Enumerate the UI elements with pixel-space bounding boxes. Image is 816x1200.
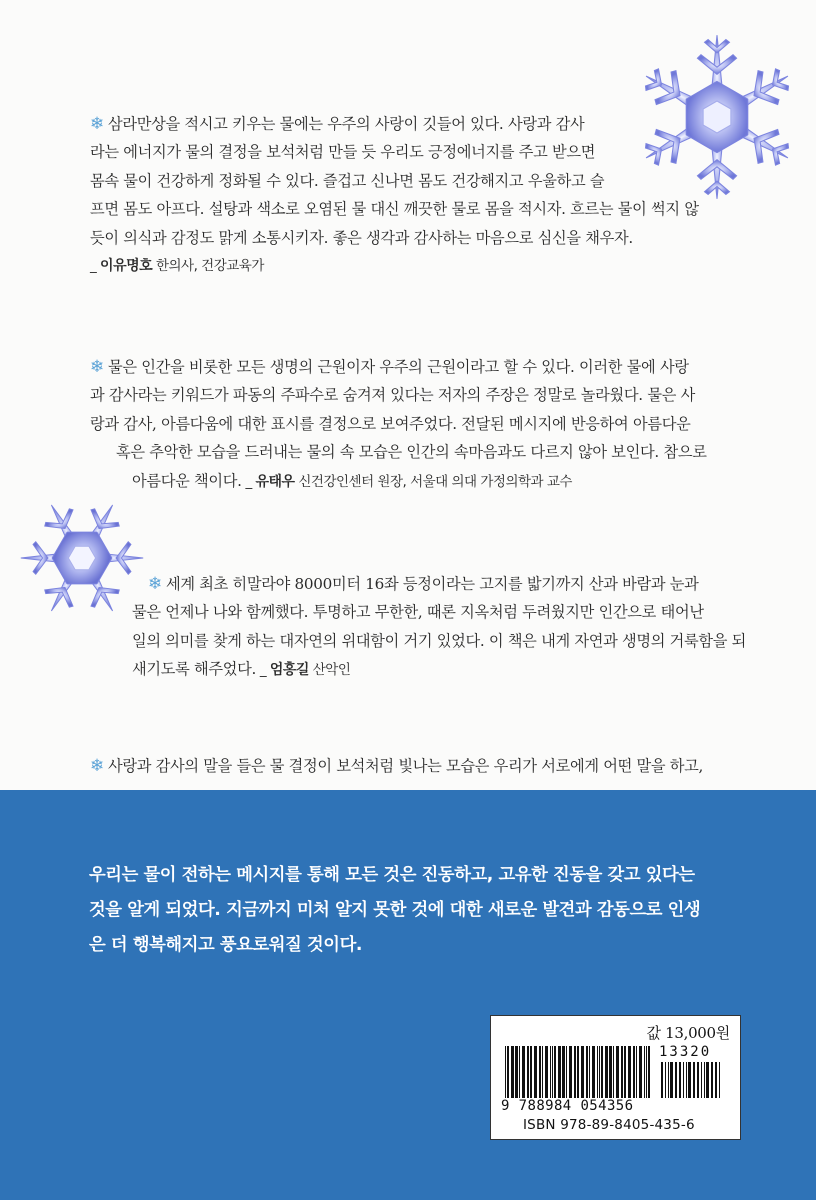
barcode-bar — [554, 1046, 556, 1098]
barcode-bar — [715, 1062, 717, 1098]
barcode-bar — [589, 1046, 590, 1098]
attribution-title: 한의사, 건강교육가 — [152, 258, 264, 275]
barcode-bar — [621, 1046, 623, 1098]
barcode-bar — [616, 1046, 619, 1098]
snowflake-bullet-icon: ❄ — [90, 114, 104, 134]
barcode-bar — [706, 1062, 709, 1098]
summary-line: 우리는 물이 전하는 메시지를 통해 모든 것은 진동하고, 고유한 진동을 갖고 있다는 — [89, 865, 695, 885]
ean-number: 9 788984 054356 — [501, 1098, 634, 1114]
barcode-bar — [599, 1046, 600, 1098]
summary-line: 은 더 행복해지고 풍요로워질 것이다. — [89, 935, 363, 955]
quote-attribution: _ 이유명호 한의사, 건강교육가 — [90, 258, 264, 275]
barcode-bar — [704, 1062, 705, 1098]
endorsement-quote-2 — [90, 353, 707, 496]
attribution-name: 이유명호 — [100, 258, 153, 275]
barcode-bar — [605, 1046, 608, 1098]
endorsement-quote-3 — [132, 570, 747, 685]
barcode-bar — [569, 1046, 572, 1098]
quote-attribution: _ 유태우 신건강인센터 원장, 서울대 의대 가정의학과 교수 — [241, 473, 572, 490]
barcode-bar — [534, 1046, 537, 1098]
quote-line: 프면 몸도 아프다. 설탕과 색소로 오염된 물 대신 깨끗한 물로 몸을 적시자. 흐르는 물이 썩지 않 — [90, 200, 699, 219]
barcode-bar — [683, 1062, 684, 1098]
barcode-bar — [688, 1062, 691, 1098]
quote-line: 새기도록 해주었다. _ 엄홍길 산악인 — [132, 660, 351, 679]
quote-line: ❄ 세계 최초 히말라야 8000미터 16좌 등정이라는 고지를 밟기까지 산과 바람과 눈과 — [148, 574, 699, 594]
barcode-bar — [507, 1046, 509, 1098]
barcode-bar — [515, 1046, 518, 1098]
barcode-bar — [609, 1046, 612, 1098]
snowflake-bullet-icon: ❄ — [148, 574, 162, 594]
attribution-name: 유태우 — [255, 473, 295, 490]
barcode-bar — [697, 1062, 699, 1098]
barcode-bar — [558, 1046, 561, 1098]
price-label: 값 13,000원 — [646, 1024, 730, 1042]
quote-line: 라는 에너지가 물의 결정을 보석처럼 만들 듯 우리도 긍정에너지를 주고 받으면 — [90, 143, 596, 162]
quote-line: ❄ 물은 인간을 비롯한 모든 생명의 근원이자 우주의 근원이라고 할 수 있다. 이러한 물에 사랑 — [90, 357, 689, 377]
quote-line: 일의 의미를 찾게 하는 대자연의 위대함이 거기 있었다. 이 책은 내게 자연과 생명의 거룩함을 되 — [132, 631, 747, 650]
barcode-bar — [686, 1062, 687, 1098]
barcode-bar — [633, 1046, 635, 1098]
barcode-bar — [679, 1062, 681, 1098]
barcode-bar — [522, 1046, 525, 1098]
addon-code: 13320 — [659, 1044, 712, 1060]
barcode-bar — [511, 1046, 514, 1098]
ean-barcode — [503, 1046, 653, 1098]
quote-line: 랑과 감사, 아름다움에 대한 표시를 결정으로 보여주었다. 전달된 메시지에 반응하여 아름다운 — [90, 414, 691, 433]
quote-line: ❄ 삼라만상을 적시고 키우는 물에는 우주의 사랑이 깃들어 있다. 사랑과 감사 — [90, 114, 585, 134]
barcode-bar — [542, 1046, 543, 1098]
quote-line: ❄ 사랑과 감사의 말을 들은 물 결정이 보석처럼 빛나는 모습은 우리가 서로에게 어떤 말을 하고, — [90, 756, 704, 776]
barcode-bar — [539, 1046, 541, 1098]
snowflake-bullet-icon: ❄ — [90, 756, 104, 776]
barcode-bar — [505, 1046, 506, 1098]
barcode-bar — [701, 1062, 702, 1098]
summary-text — [89, 858, 700, 963]
barcode-bar — [545, 1046, 548, 1098]
attribution-name: 엄홍길 — [269, 662, 309, 679]
barcode-box — [490, 1015, 741, 1140]
attribution-title: 산악인 — [308, 662, 351, 679]
barcode-bar — [552, 1046, 553, 1098]
addon-barcode — [659, 1062, 729, 1098]
barcode-bar — [574, 1046, 576, 1098]
barcode-bar — [628, 1046, 631, 1098]
barcode-bar — [562, 1046, 565, 1098]
barcode-bar — [668, 1062, 669, 1098]
barcode-bar — [665, 1062, 666, 1098]
barcode-bar — [675, 1062, 677, 1098]
quote-line: 듯이 의식과 감정도 맑게 소통시키자. 좋은 생각과 감사하는 마음으로 심신을 채우자. — [90, 228, 633, 247]
barcode-bar — [624, 1046, 626, 1098]
barcode-bar — [636, 1046, 637, 1098]
barcode-bar — [693, 1062, 695, 1098]
endorsement-quote-1 — [90, 110, 699, 280]
quote-line: 과 감사라는 키워드가 파동의 주파수로 숨겨져 있다는 저자의 주장은 정말로 놀라웠다. 물은 사 — [90, 386, 695, 405]
barcode-bar — [586, 1046, 588, 1098]
quote-line: 혹은 추악한 모습을 드러내는 물의 속 모습은 인간의 속마음과도 다르지 않아 보인다. 참으로 — [116, 443, 707, 462]
attribution-title: 신건강인센터 원장, 서울대 의대 가정의학과 교수 — [294, 473, 572, 490]
barcode-bar — [613, 1046, 614, 1098]
isbn-number: ISBN 978-89-8405-435-6 — [523, 1117, 695, 1133]
quote-line: 물은 언제나 나와 함께했다. 투명하고 무한한, 때론 지옥처럼 두려웠지만 인간으로 태어난 — [132, 603, 704, 622]
quote-line: 몸속 물이 건강하게 정화될 수 있다. 즐겁고 신나면 몸도 건강해지고 우울하고 슬 — [90, 171, 605, 190]
quote-line: 아름다운 책이다. _ 유태우 신건강인센터 원장, 서울대 의대 가정의학과 교수 — [132, 471, 572, 490]
barcode-bar — [527, 1046, 529, 1098]
barcode-bar — [661, 1062, 663, 1098]
snowflake-bullet-icon: ❄ — [90, 357, 104, 377]
barcode-bar — [644, 1046, 645, 1098]
barcode-bar — [577, 1046, 579, 1098]
barcode-bar — [519, 1046, 520, 1098]
barcode-bar — [592, 1046, 595, 1098]
barcode-bar — [581, 1046, 584, 1098]
barcode-bar — [530, 1046, 532, 1098]
barcode-bar — [670, 1062, 673, 1098]
barcode-bar — [648, 1046, 650, 1098]
barcode-bar — [550, 1046, 551, 1098]
barcode-bar — [601, 1046, 603, 1098]
snow-crystal-image — [14, 490, 150, 626]
barcode-bar — [639, 1046, 642, 1098]
barcode-bar — [711, 1062, 713, 1098]
barcode-bar — [566, 1046, 567, 1098]
endorsement-quote-4 — [90, 752, 703, 780]
barcode-bar — [646, 1046, 647, 1098]
barcode-bar — [719, 1062, 720, 1098]
summary-line: 것을 알게 되었다. 지금까지 미처 알지 못한 것에 대한 새로운 발견과 감동으로 인생 — [89, 900, 701, 920]
quote-attribution: _ 엄홍길 산악인 — [256, 662, 351, 679]
barcode-bar — [597, 1046, 598, 1098]
